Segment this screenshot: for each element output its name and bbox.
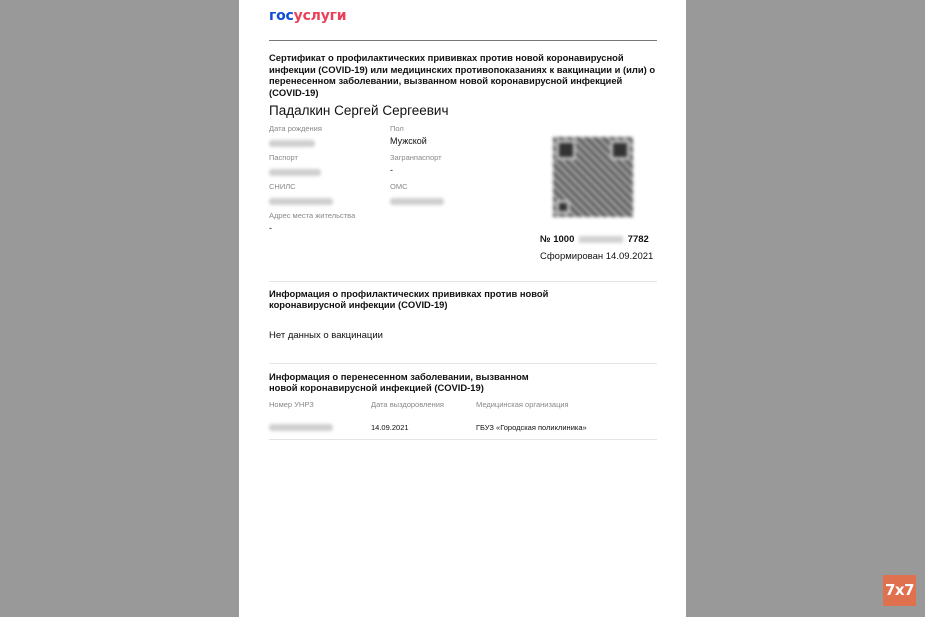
qr-corner — [556, 200, 570, 214]
field-snils — [269, 182, 333, 210]
blurred-value — [269, 198, 333, 205]
column-header-recovery-date: Дата выздоровления — [371, 400, 444, 409]
column-header-organization: Медицинская организация — [476, 400, 569, 409]
certificate-page — [239, 0, 686, 617]
certificate-number-suffix: 7782 — [627, 234, 649, 245]
field-oms — [390, 182, 444, 210]
blurred-value — [269, 140, 315, 147]
column-header-unrz: Номер УНРЗ — [269, 400, 314, 409]
blurred-value — [269, 424, 333, 431]
field-label: Паспорт — [269, 153, 298, 162]
vaccination-section-title: Информация о профилактических прививках против новой коронавирусной инфекции (COVID-19) — [269, 288, 549, 310]
field-birth-date — [269, 124, 322, 152]
field-label: ОМС — [390, 182, 408, 191]
certificate-number — [540, 234, 649, 245]
certificate-title: Сертификат о профилактических прививках против новой коронавирусной инфекции (COVID-19) или медицинских противопоказаниях к вакцинации и (или) о перенесенном заболевании, вызванном новой коронавирусной инфекцией (COVID-19) — [269, 52, 656, 98]
field-foreign-passport — [390, 153, 442, 176]
person-name: Падалкин Сергей Сергеевич — [269, 103, 449, 118]
no-vaccination-data: Нет данных о вакцинации — [269, 330, 383, 341]
field-label: СНИЛС — [269, 182, 296, 191]
field-value: Мужской — [390, 136, 427, 146]
field-label: Загранпаспорт — [390, 153, 442, 162]
cell-recovery-date: 14.09.2021 — [371, 423, 409, 432]
qr-code — [553, 137, 633, 217]
field-value: - — [269, 223, 272, 233]
blurred-value — [269, 169, 321, 176]
header-divider — [269, 40, 657, 41]
blurred-value — [390, 198, 444, 205]
cell-organization: ГБУЗ «Городская поликлиника» — [476, 423, 587, 432]
field-address — [269, 211, 355, 234]
certificate-number-blurred — [579, 236, 623, 243]
section-divider — [269, 363, 657, 364]
watermark-7x7-logo: 7x7 — [883, 575, 916, 606]
section-divider — [269, 281, 657, 282]
logo-part-uslugi: услуги — [293, 8, 347, 24]
field-label: Дата рождения — [269, 124, 322, 133]
field-sex — [390, 124, 427, 147]
field-passport — [269, 153, 321, 181]
generated-date: Сформирован 14.09.2021 — [540, 251, 654, 262]
field-label: Пол — [390, 124, 404, 133]
cell-unrz — [269, 423, 333, 433]
field-label: Адрес места жительства — [269, 211, 356, 220]
logo-part-gos: гос — [269, 8, 294, 24]
field-value: - — [390, 165, 393, 175]
certificate-number-prefix: № 1000 — [540, 234, 575, 245]
table-bottom-divider — [269, 439, 657, 440]
gosuslugi-logo[interactable] — [269, 8, 346, 24]
illness-section-title: Информация о перенесенном заболевании, вызванном новой коронавирусной инфекцией (COVID-19) — [269, 371, 529, 393]
